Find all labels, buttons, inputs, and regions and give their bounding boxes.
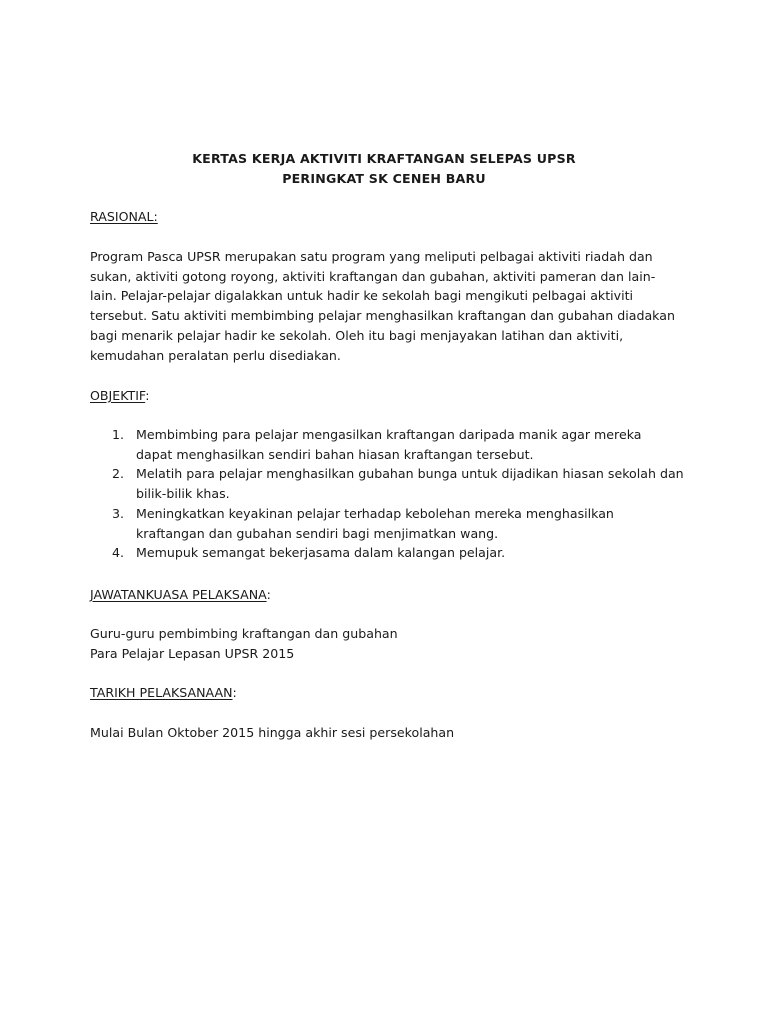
list-item-number: 2. bbox=[112, 466, 125, 482]
list-item-line: Melatih para pelajar menghasilkan gubahan bunga untuk dijadikan hiasan sekolah dan bbox=[136, 466, 684, 482]
rasional-line: bagi menarik pelajar hadir ke sekolah. Oleh itu bagi menjayakan latihan dan aktiviti, bbox=[90, 327, 624, 343]
list-item bbox=[0, 464, 768, 503]
jawatankuasa-heading: JAWATANKUASA PELAKSANA bbox=[90, 587, 267, 602]
document-title bbox=[0, 149, 768, 189]
rasional-line: lain. Pelajar-pelajar digalakkan untuk hadir ke sekolah bagi mengikuti pelbagai aktiviti bbox=[90, 288, 634, 304]
objektif-heading-colon: : bbox=[145, 388, 150, 403]
list-item bbox=[0, 425, 768, 464]
rasional-heading-row bbox=[90, 207, 690, 227]
jawatankuasa-heading-colon: : bbox=[266, 587, 271, 602]
tarikh-text-row bbox=[90, 723, 690, 743]
objektif-list bbox=[0, 425, 768, 563]
tarikh-heading-row bbox=[90, 683, 690, 703]
list-item bbox=[0, 504, 768, 543]
rasional-paragraph bbox=[90, 247, 690, 365]
objektif-heading: OBJEKTIF bbox=[90, 388, 146, 403]
list-item-number: 4. bbox=[112, 545, 125, 561]
list-item-line: kraftangan dan gubahan sendiri bagi menjimatkan wang. bbox=[136, 525, 499, 541]
tarikh-heading-colon: : bbox=[232, 685, 237, 700]
jawatankuasa-line: Guru-guru pembimbing kraftangan dan gubahan bbox=[90, 626, 398, 641]
objektif-heading-row bbox=[90, 386, 690, 406]
list-item bbox=[0, 543, 768, 563]
list-item-line: bilik-bilik khas. bbox=[136, 486, 230, 502]
list-item-number: 3. bbox=[112, 505, 125, 521]
title-line-1: KERTAS KERJA AKTIVITI KRAFTANGAN SELEPAS UPSR bbox=[192, 151, 576, 166]
tarikh-text: Mulai Bulan Oktober 2015 hingga akhir sesi persekolahan bbox=[90, 725, 455, 740]
list-item-number: 1. bbox=[112, 427, 125, 442]
jawatankuasa-heading-row bbox=[90, 585, 690, 605]
rasional-line: Program Pasca UPSR merupakan satu program yang meliputi pelbagai aktiviti riadah dan bbox=[90, 249, 653, 264]
tarikh-heading: TARIKH PELAKSANAAN bbox=[90, 685, 233, 700]
rasional-line: sukan, aktiviti gotong royong, aktiviti kraftangan dan gubahan, aktiviti pameran dan lain- bbox=[90, 268, 656, 284]
rasional-heading: RASIONAL: bbox=[90, 209, 158, 224]
jawatankuasa-line: Para Pelajar Lepasan UPSR 2015 bbox=[90, 645, 295, 661]
rasional-line: tersebut. Satu aktiviti membimbing pelajar menghasilkan kraftangan dan gubahan diadakan bbox=[90, 308, 675, 324]
list-item-line: dapat menghasilkan sendiri bahan hiasan kraftangan tersebut. bbox=[136, 446, 534, 462]
jawatankuasa-members bbox=[90, 624, 690, 663]
list-item-line: Membimbing para pelajar mengasilkan kraftangan daripada manik agar mereka bbox=[136, 427, 642, 442]
rasional-line: kemudahan peralatan perlu disediakan. bbox=[90, 347, 341, 363]
list-item-line: Meningkatkan keyakinan pelajar terhadap kebolehan mereka menghasilkan bbox=[136, 505, 614, 521]
list-item-line: Memupuk semangat bekerjasama dalam kalangan pelajar. bbox=[136, 545, 506, 561]
title-line-2: PERINGKAT SK CENEH BARU bbox=[282, 171, 486, 186]
